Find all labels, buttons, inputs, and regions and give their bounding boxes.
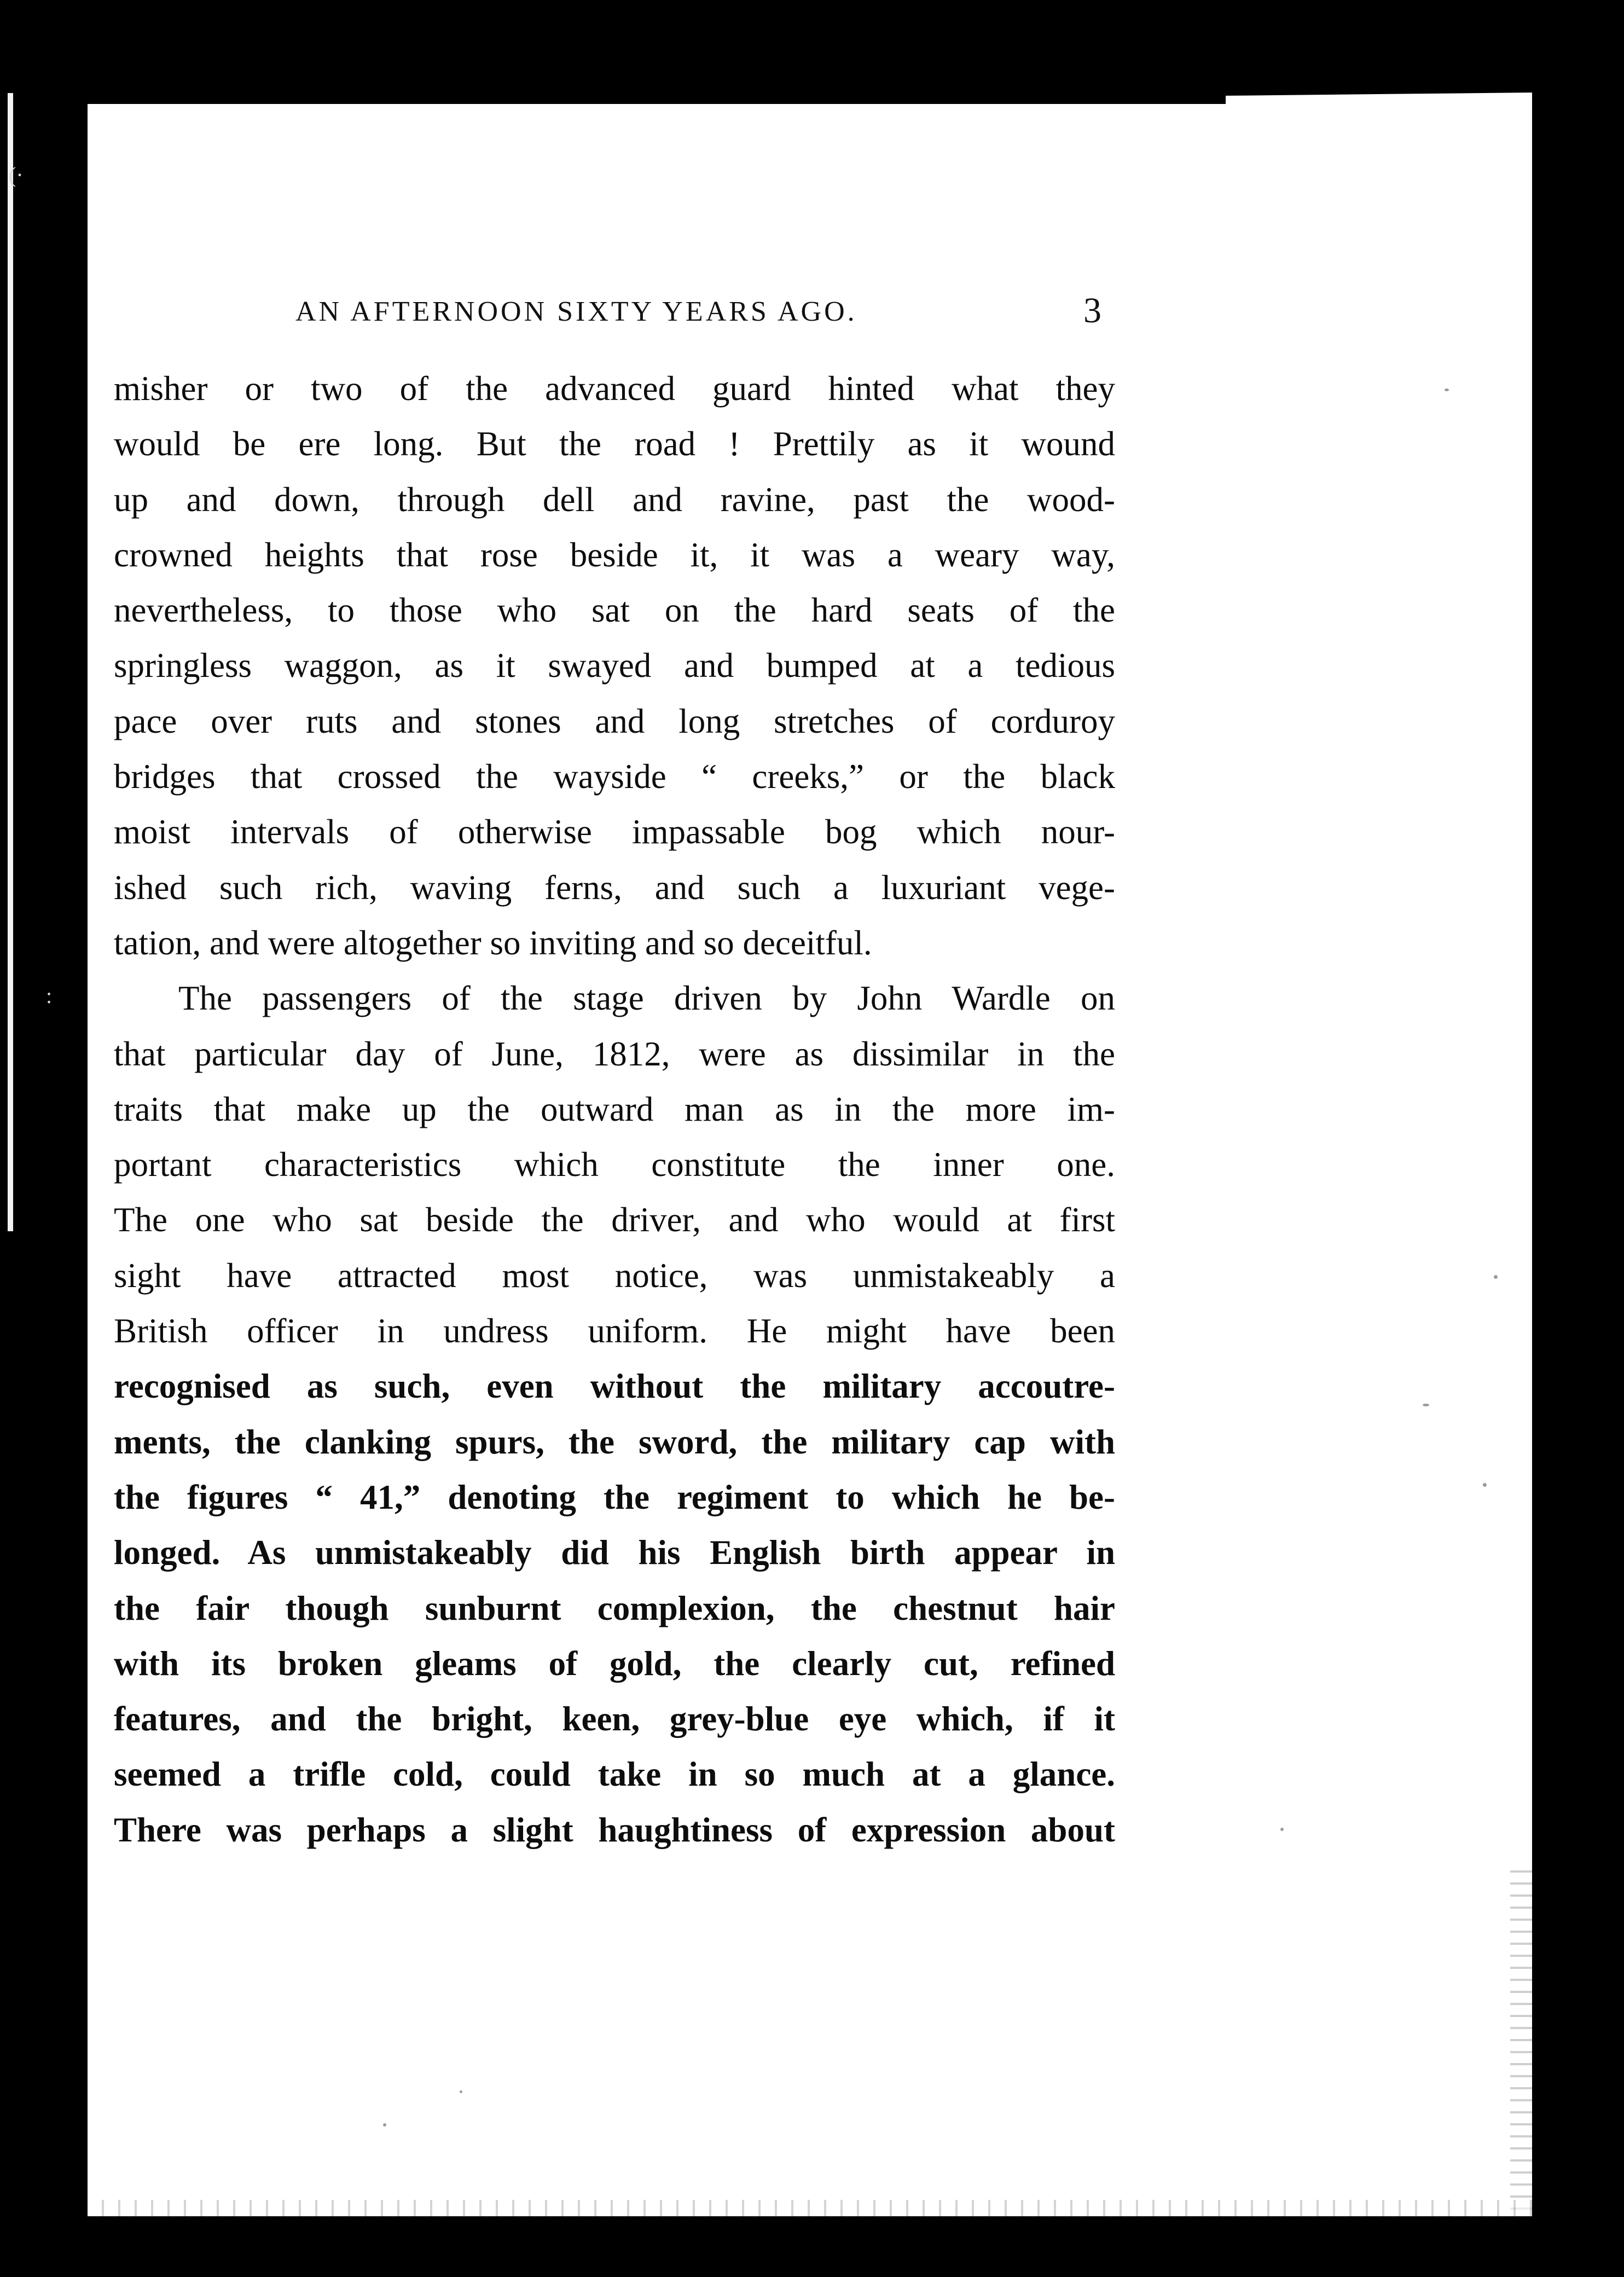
scan-speck xyxy=(1423,1404,1429,1406)
text-line: that particular day of June, 1812, were as dissimilar in the xyxy=(114,1034,1115,1073)
text-line: seemed a trifle cold, could take in so much at a glance. xyxy=(114,1755,1115,1794)
text-line: portant characteristics which constitute the inner one. xyxy=(114,1145,1115,1184)
scan-left-edge xyxy=(8,93,13,1231)
paragraph xyxy=(114,971,1115,1858)
page-right-edge xyxy=(1510,1861,1532,2216)
text-line: There was perhaps a slight haughtiness of expression about xyxy=(114,1810,1115,1849)
text-line: ished such rich, waving ferns, and such a luxuriant vege- xyxy=(114,868,1115,907)
text-line: would be ere long. But the road ! Prettily as it wound xyxy=(114,425,1115,463)
text-line: the fair though sunburnt complexion, the chestnut hair xyxy=(114,1589,1115,1627)
text-line: ments, the clanking spurs, the sword, the military cap with xyxy=(114,1422,1115,1461)
text-line: moist intervals of otherwise impassable bog which nour- xyxy=(114,813,1115,851)
text-line: up and down, through dell and ravine, past the wood- xyxy=(114,480,1115,519)
text-line: pace over ruts and stones and long stretches of corduroy xyxy=(114,702,1115,740)
paragraph xyxy=(114,361,1115,971)
text-line: crowned heights that rose beside it, it was a weary way, xyxy=(114,535,1115,574)
page-bottom-edge xyxy=(88,2200,1532,2216)
body-text xyxy=(114,361,1115,1858)
text-line: traits that make up the outward man as in the more im- xyxy=(114,1090,1115,1128)
text-line: The passengers of the stage driven by John Wardle on xyxy=(178,979,1115,1018)
text-line: tation, and were altogether so inviting and so deceitful. xyxy=(114,923,872,962)
text-line: British officer in undress uniform. He might have been xyxy=(114,1312,1115,1351)
scan-speck xyxy=(460,2090,462,2093)
text-line: The one who sat beside the driver, and who would at first xyxy=(114,1201,1115,1239)
running-head: AN AFTERNOON SIXTY YEARS AGO. xyxy=(295,296,857,327)
scan-speck xyxy=(1280,1828,1284,1831)
text-line: sight have attracted most notice, was unmistakeably a xyxy=(114,1256,1115,1295)
text-line: with its broken gleams of gold, the clearly cut, refined xyxy=(114,1644,1115,1683)
text-line: misher or two of the advanced guard hinted what they xyxy=(114,369,1115,408)
scan-edge-mark: : xyxy=(46,983,53,1008)
text-line: the figures “ 41,” denoting the regiment to which he be- xyxy=(114,1478,1115,1516)
scan-speck xyxy=(383,2123,386,2127)
scan-speck xyxy=(1445,389,1449,391)
text-line: bridges that crossed the wayside “ creeks,” or the black xyxy=(114,757,1115,796)
text-line: recognised as such, even without the military accoutre- xyxy=(114,1367,1115,1406)
page-number: 3 xyxy=(1083,291,1101,331)
scan-speck xyxy=(1483,1483,1487,1487)
scan-speck xyxy=(1494,1275,1498,1279)
text-line: nevertheless, to those who sat on the hard seats of the xyxy=(114,591,1115,630)
text-line: features, and the bright, keen, grey-blue eye which, if it xyxy=(114,1700,1115,1739)
scan-edge-mark: (· xyxy=(9,163,24,187)
text-line: longed. As unmistakeably did his English birth appear in xyxy=(114,1533,1115,1572)
text-line: springless waggon, as it swayed and bumped at a tedious xyxy=(114,646,1115,685)
